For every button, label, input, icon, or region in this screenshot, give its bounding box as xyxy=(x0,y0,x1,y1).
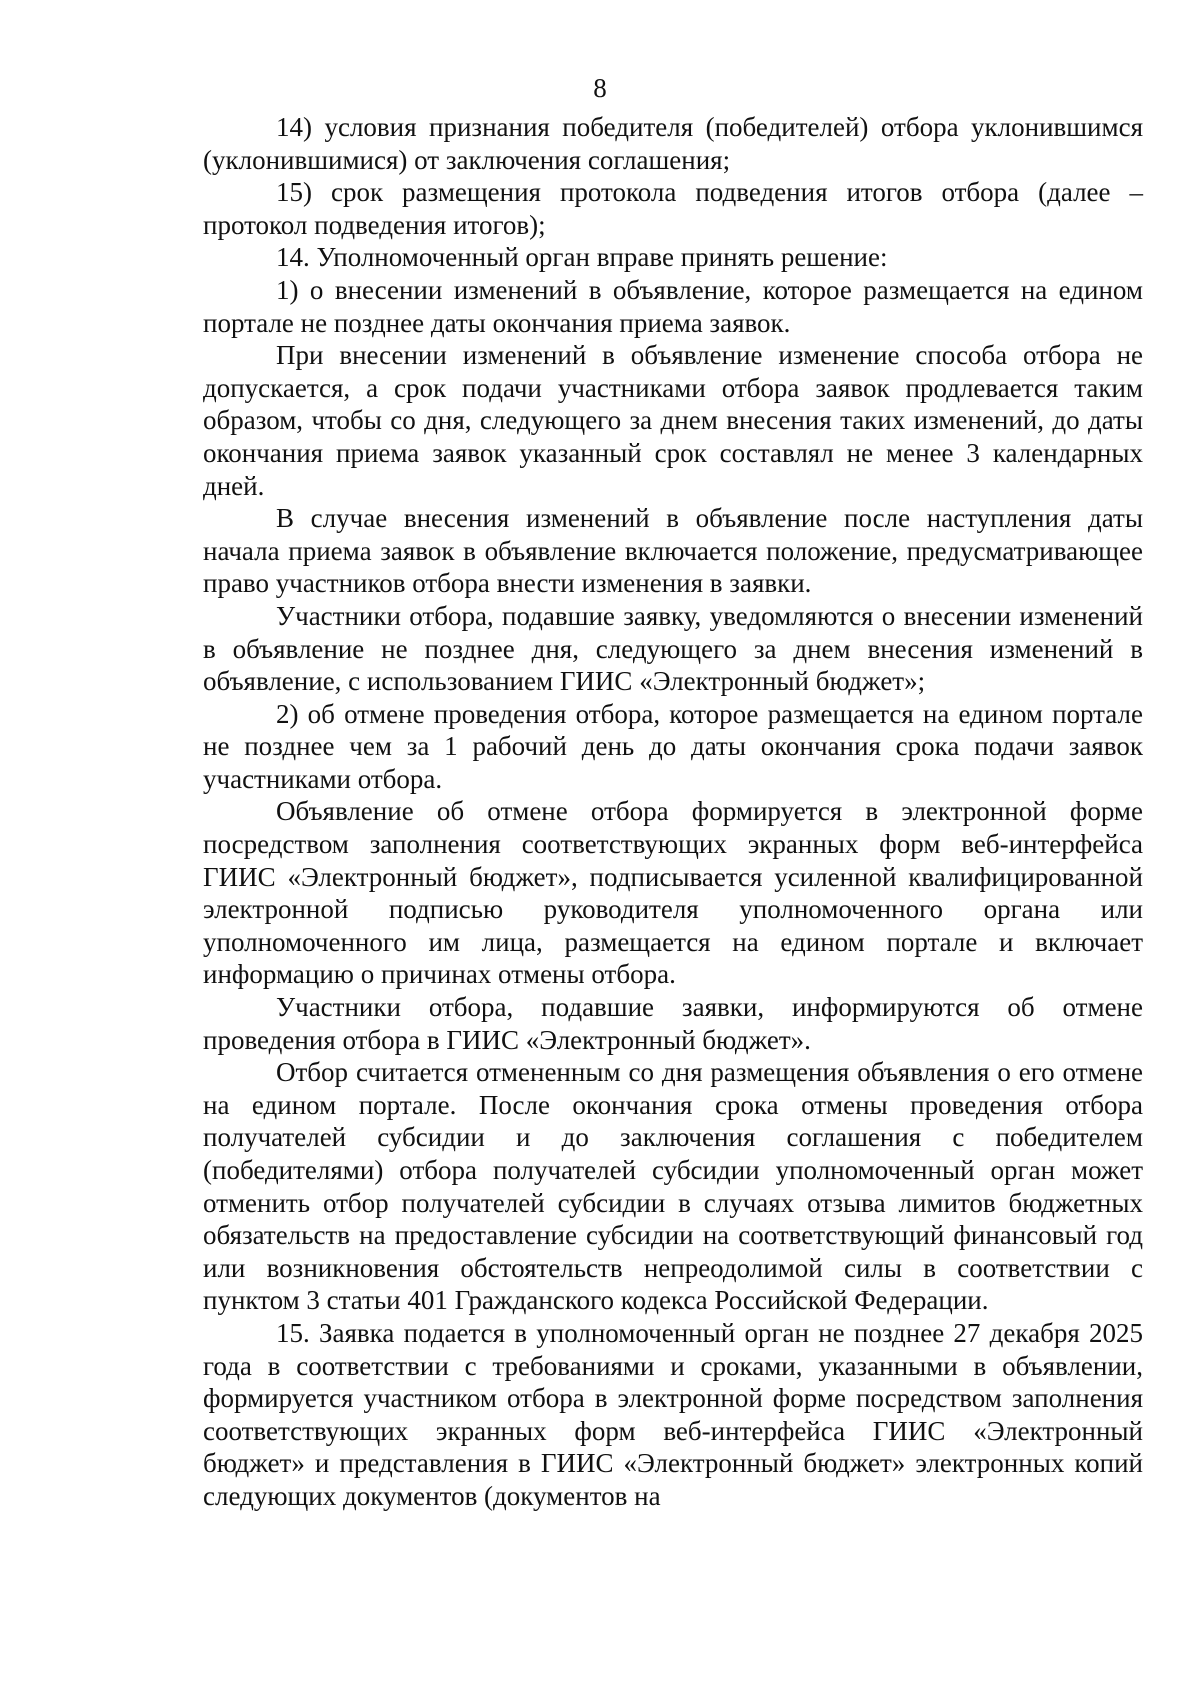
paragraph: 14. Уполномоченный орган вправе принять решение: xyxy=(276,242,888,273)
paragraph: 2) об отмене проведения отбора, которое размещается на едином портале не позднее чем за 1 рабочий день до даты окончания срока подачи заявок участниками отбора. xyxy=(203,698,1143,794)
paragraph: Участники отбора, подавшие заявку, уведомляются о внесении изменений в объявление не позднее дня, следующего за днем внесения изменений в объявление, с использованием ГИИС «Электронный бюджет»; xyxy=(203,600,1143,697)
paragraph: При внесении изменений в объявление изменение способа отбора не допускается, а срок подачи участниками отбора заявок продлевается таким образом, чтобы со дня, следующего за днем внесения таких изменений, до даты окончания приема заявок указанный срок составлял не менее 3 календарных дней. xyxy=(203,340,1143,501)
page-number: 8 xyxy=(593,73,607,103)
paragraph: 15. Заявка подается в уполномоченный орган не позднее 27 декабря 2025 года в соответствии с требованиями и сроками, указанными в объявлении, формируется участником отбора в электронной форме посредством заполнения соответствующих экранных форм веб-интерфейса ГИИС «Электронный бюджет» и представления в ГИИС «Электронный бюджет» электронных копий следующих документов (документов на xyxy=(203,1317,1143,1511)
paragraph: 14) условия признания победителя (победителей) отбора уклонившимся (уклонившимися) от заключения соглашения; xyxy=(203,112,1143,175)
paragraph: Объявление об отмене отбора формируется в электронной форме посредством заполнения соответствующих экранных форм веб-интерфейса ГИИС «Электронный бюджет», подписывается усиленной квалифицированной электронной подписью руководителя уполномоченного органа или уполномоченного им лица, размещается на едином портале и включает информацию о причинах отмены отбора. xyxy=(203,796,1143,990)
document-body xyxy=(203,111,1143,1513)
paragraph: В случае внесения изменений в объявление после наступления даты начала приема заявок в объявление включается положение, предусматривающее право участников отбора внести изменения в заявки. xyxy=(203,503,1143,599)
paragraph: 1) о внесении изменений в объявление, которое размещается на едином портале не позднее даты окончания приема заявок. xyxy=(203,274,1143,338)
paragraph: 15) срок размещения протокола подведения итогов отбора (далее – протокол подведения итогов); xyxy=(203,177,1143,240)
paragraph: Отбор считается отмененным со дня размещения объявления о его отмене на едином портале. После окончания срока отмены проведения отбора получателей субсидии и до заключения соглашения с победителем (победителями) отбора получателей субсидии уполномоченный орган может отменить отбор получателей субсидии в случаях отзыва лимитов бюджетных обязательств на предоставление субсидии на соответствующий финансовый год или возникновения обстоятельств непреодолимой силы в соответствии с пунктом 3 статьи 401 Гражданского кодекса Российской Федерации. xyxy=(203,1057,1143,1316)
paragraph: Участники отбора, подавшие заявки, информируются об отмене проведения отбора в ГИИС «Электронный бюджет». xyxy=(203,992,1143,1055)
